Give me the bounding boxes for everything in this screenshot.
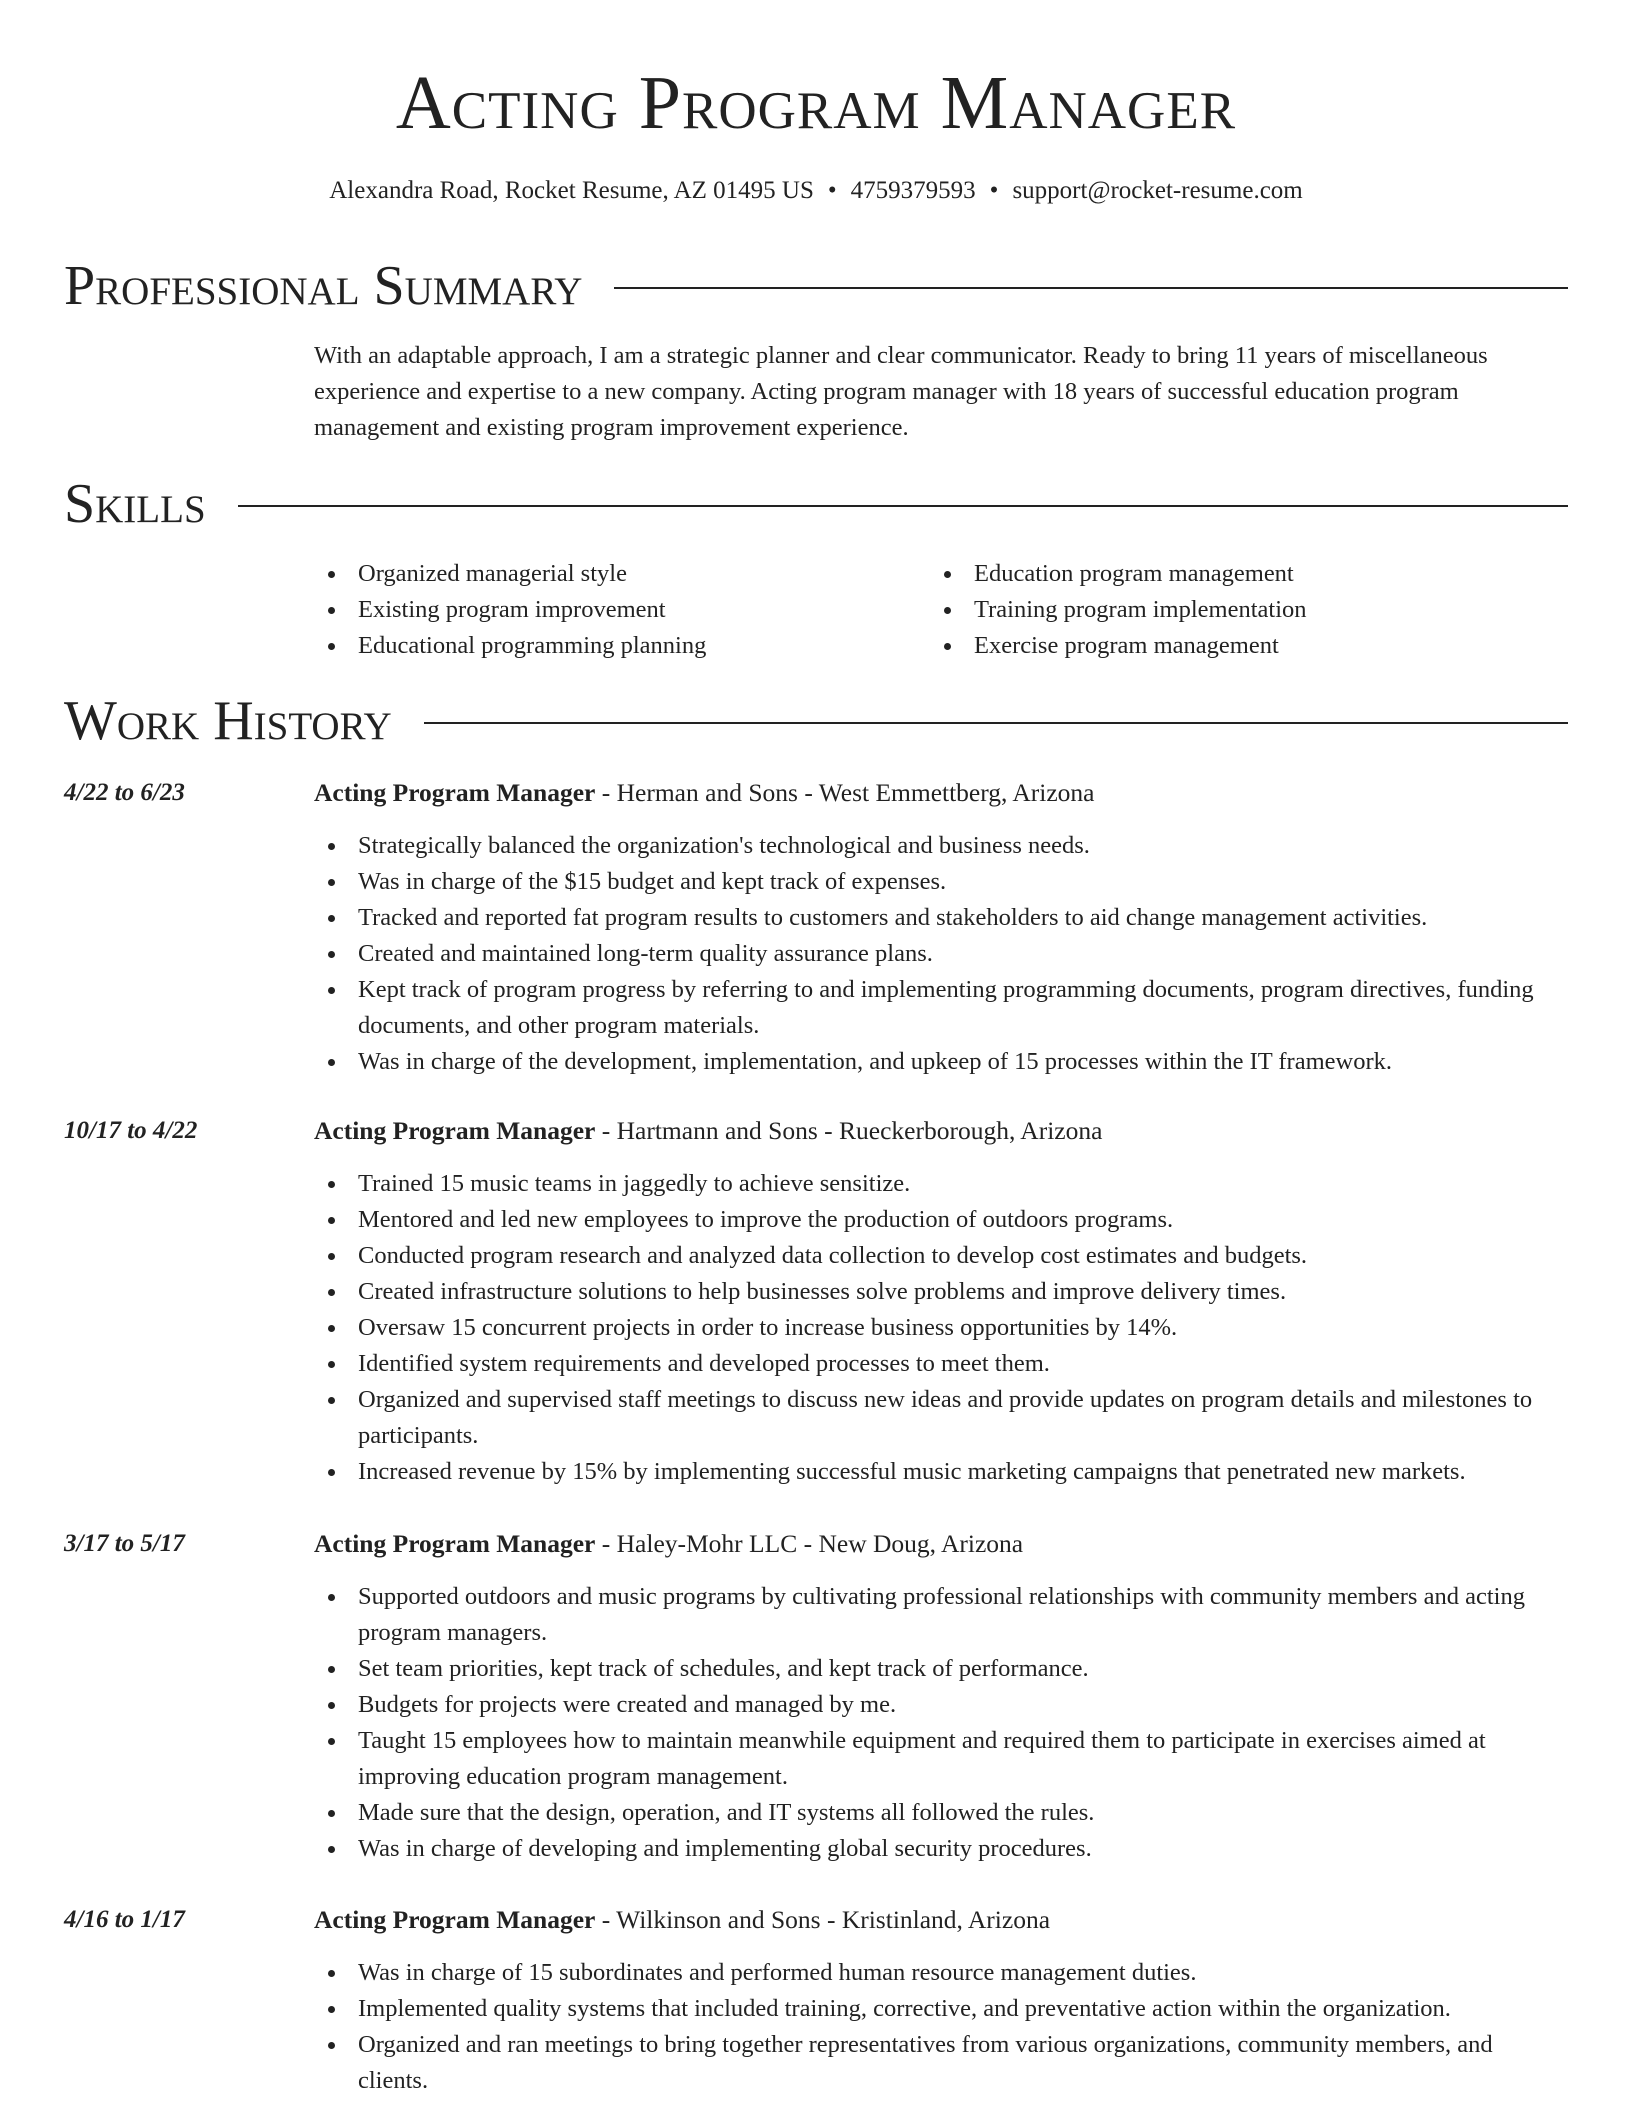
section-divider [614,287,1568,289]
job-company: Wilkinson and Sons [616,1905,821,1934]
job-bullet: Strategically balanced the organization's technological and business needs. [314,828,1568,864]
job-bullet: Was in charge of the $15 budget and kept track of expenses. [314,864,1568,900]
job-title-line [314,1903,1568,1937]
skill-item: Education program management [930,556,1570,592]
job-role: Acting Program Manager [314,1529,596,1558]
job-bullets [314,828,1568,1080]
job-bullet: Created infrastructure solutions to help businesses solve problems and improve delivery times. [314,1274,1568,1310]
job-dash: - [820,1905,842,1934]
skills-list-left [314,556,914,664]
job-bullet: Increased revenue by 15% by implementing successful music marketing campaigns that penetrated new markets. [314,1454,1568,1490]
contact-phone: 4759379593 [850,177,976,204]
contact-email: support@rocket-resume.com [1012,177,1303,204]
contact-separator: • [827,177,837,204]
job-bullet: Oversaw 15 concurrent projects in order to increase business opportunities by 14%. [314,1310,1568,1346]
job-dash: - [797,778,819,807]
summary-heading [64,253,1568,319]
job-bullet: Kept track of program progress by referring to and implementing programming documents, program directives, funding documents, and other program materials. [314,972,1568,1044]
job-bullets [314,1166,1568,1490]
job-role: Acting Program Manager [314,1116,596,1145]
job-company: Haley-Mohr LLC [616,1529,798,1558]
job-bullet: Organized and ran meetings to bring together representatives from various organizations, community members, and clients. [314,2027,1568,2099]
job-company: Herman and Sons [616,778,798,807]
job-title-line [314,1527,1568,1561]
job-dash: - [595,1905,617,1934]
job-dates: 4/22 to 6/23 [64,779,185,806]
skills-list-right [930,556,1570,664]
job-bullet: Budgets for projects were created and managed by me. [314,1687,1568,1723]
job-bullet: Conducted program research and analyzed data collection to develop cost estimates and budgets. [314,1238,1568,1274]
job-dash: - [595,778,617,807]
job-bullet: Mentored and led new employees to improve the production of outdoors programs. [314,1202,1568,1238]
job-role: Acting Program Manager [314,778,596,807]
job-bullet: Identified system requirements and developed processes to meet them. [314,1346,1568,1382]
job-location: New Doug, Arizona [818,1529,1024,1558]
job-bullet: Made sure that the design, operation, and IT systems all followed the rules. [314,1795,1568,1831]
job-role: Acting Program Manager [314,1905,596,1934]
job-bullet: Supported outdoors and music programs by cultivating professional relationships with community members and acting program managers. [314,1579,1568,1651]
job-dash: - [595,1529,617,1558]
job-bullet: Implemented quality systems that included training, corrective, and preventative action within the organization. [314,1991,1568,2027]
contact-separator: • [989,177,999,204]
job-dash: - [797,1529,819,1558]
job-bullet: Taught 15 employees how to maintain meanwhile equipment and required them to participate in exercises aimed at improving education program management. [314,1723,1568,1795]
job-location: Kristinland, Arizona [841,1905,1051,1934]
skill-item: Existing program improvement [314,592,914,628]
section-divider [424,722,1568,724]
work-history-heading-text: Work History [64,690,392,752]
job-bullets [314,1955,1568,2099]
job-bullet: Set team priorities, kept track of schedules, and kept track of performance. [314,1651,1568,1687]
contact-address: Alexandra Road, Rocket Resume, AZ 01495 US [329,177,814,204]
job-bullet: Trained 15 music teams in jaggedly to achieve sensitize. [314,1166,1568,1202]
job-title-line [314,776,1568,810]
resume-name: Acting Program Manager [395,61,1237,145]
job-dates: 10/17 to 4/22 [64,1117,198,1144]
job-dates: 4/16 to 1/17 [64,1906,185,1933]
job-bullet: Was in charge of 15 subordinates and performed human resource management duties. [314,1955,1568,1991]
skill-item: Organized managerial style [314,556,914,592]
skill-item: Educational programming planning [314,628,914,664]
summary-heading-text: Professional Summary [64,255,583,317]
job-dash: - [595,1116,617,1145]
job-bullet: Was in charge of the development, implementation, and upkeep of 15 processes within the IT framework. [314,1044,1568,1080]
work-history-heading [64,688,1568,754]
job-bullet: Created and maintained long-term quality assurance plans. [314,936,1568,972]
contact-line [0,176,1632,206]
skills-heading [64,471,1568,537]
job-location: Rueckerborough, Arizona [839,1116,1103,1145]
job-bullets [314,1579,1568,1867]
skill-item: Exercise program management [930,628,1570,664]
job-location: West Emmettberg, Arizona [818,778,1095,807]
section-divider [238,505,1568,507]
job-bullet: Organized and supervised staff meetings to discuss new ideas and provide updates on program details and milestones to participants. [314,1382,1568,1454]
job-bullet: Was in charge of developing and implementing global security procedures. [314,1831,1568,1867]
job-dash: - [817,1116,840,1145]
job-company: Hartmann and Sons [616,1116,818,1145]
job-dates: 3/17 to 5/17 [64,1530,185,1557]
job-bullet: Tracked and reported fat program results to customers and stakeholders to aid change management activities. [314,900,1568,936]
skill-item: Training program implementation [930,592,1570,628]
skills-heading-text: Skills [64,473,206,535]
summary-text: With an adaptable approach, I am a strategic planner and clear communicator. Ready to bring 11 years of miscellaneous experience and expertise to a new company. Acting program manager with 18 years of successful education program management and existing program improvement experience. [314,342,1488,441]
job-title-line [314,1114,1568,1148]
